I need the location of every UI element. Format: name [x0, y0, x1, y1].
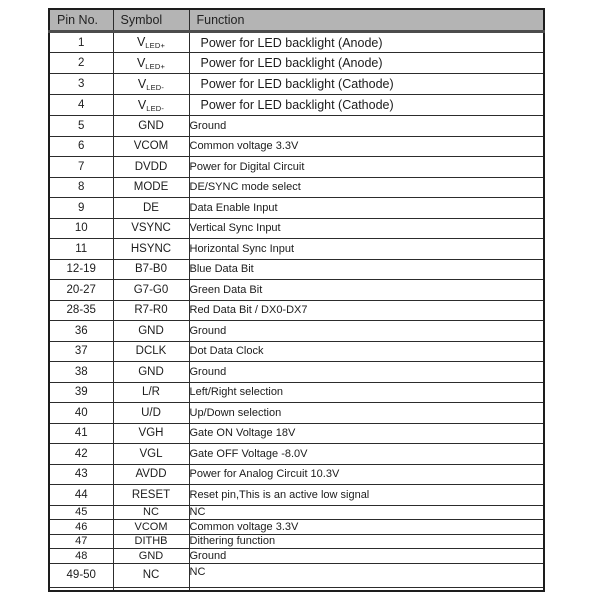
table-row: [49, 464, 544, 485]
table-header: [49, 9, 544, 32]
table-row: [49, 177, 544, 198]
table-row: [49, 444, 544, 465]
function-cell: NC: [189, 505, 544, 520]
pin-cell: 4: [49, 95, 113, 116]
table-row: [49, 485, 544, 506]
pin-cell: 36: [49, 321, 113, 342]
table-row: [49, 157, 544, 178]
table-row: [49, 505, 544, 520]
pin-cell: 8: [49, 177, 113, 198]
function-cell: Power for LED backlight (Cathode): [189, 74, 544, 95]
pin-cell: 1: [49, 32, 113, 53]
symbol-cell: NC: [113, 563, 189, 587]
table-row: [49, 534, 544, 549]
pin-description-table: [48, 8, 545, 592]
pin-description-table-container: [48, 8, 545, 592]
function-cell: Gate OFF Voltage -8.0V: [189, 444, 544, 465]
function-cell: Power for Analog Circuit 10.3V: [189, 464, 544, 485]
symbol-cell: VCOM: [113, 520, 189, 535]
function-cell: Ground: [189, 549, 544, 564]
pin-cell: 39: [49, 382, 113, 403]
table-row: [49, 362, 544, 383]
spacer-cell: [189, 587, 544, 591]
pin-cell: 43: [49, 464, 113, 485]
table-row: [49, 32, 544, 53]
table-row: [49, 259, 544, 280]
function-cell: Green Data Bit: [189, 280, 544, 301]
symbol-cell: U/D: [113, 403, 189, 424]
symbol-cell: B7-B0: [113, 259, 189, 280]
function-cell: Dithering function: [189, 534, 544, 549]
symbol-base: V: [136, 35, 146, 49]
function-cell: Horizontal Sync Input: [189, 239, 544, 260]
table-row: [49, 95, 544, 116]
symbol-cell: GND: [113, 116, 189, 137]
symbol-subscript: LED+: [145, 61, 166, 71]
table-row: [49, 382, 544, 403]
function-cell: Reset pin,This is an active low signal: [189, 485, 544, 506]
column-header-symbol: Symbol: [113, 9, 189, 32]
function-cell: Gate ON Voltage 18V: [189, 423, 544, 444]
table-row: [49, 280, 544, 301]
pin-cell: 45: [49, 505, 113, 520]
spacer-cell: [49, 587, 113, 591]
spacer-cell: [113, 587, 189, 591]
table-row: [49, 53, 544, 74]
function-cell: Power for LED backlight (Anode): [189, 53, 544, 74]
pin-cell: 5: [49, 116, 113, 137]
symbol-cell: GND: [113, 321, 189, 342]
symbol-cell: VCOM: [113, 136, 189, 157]
pin-cell: 48: [49, 549, 113, 564]
pin-cell: 47: [49, 534, 113, 549]
pin-cell: 20-27: [49, 280, 113, 301]
symbol-subscript: LED+: [145, 41, 166, 50]
table-row: [49, 423, 544, 444]
table-row: [49, 549, 544, 564]
pin-cell: 9: [49, 198, 113, 219]
symbol-cell: VGL: [113, 444, 189, 465]
table-row: [49, 321, 544, 342]
pin-cell: 38: [49, 362, 113, 383]
symbol-cell: [113, 74, 189, 95]
pin-cell: 40: [49, 403, 113, 424]
table-row: [49, 198, 544, 219]
column-header-pin-no: Pin No.: [49, 9, 113, 32]
symbol-base: V: [137, 76, 147, 91]
symbol-cell: R7-R0: [113, 300, 189, 321]
pin-cell: 6: [49, 136, 113, 157]
table-row: [49, 341, 544, 362]
symbol-cell: VGH: [113, 423, 189, 444]
header-row: [49, 9, 544, 32]
function-cell: Vertical Sync Input: [189, 218, 544, 239]
pin-cell: 10: [49, 218, 113, 239]
symbol-cell: AVDD: [113, 464, 189, 485]
function-cell: Dot Data Clock: [189, 341, 544, 362]
table-row: [49, 218, 544, 239]
table-body: [49, 32, 544, 592]
function-cell: Power for Digital Circuit: [189, 157, 544, 178]
pin-cell: 3: [49, 74, 113, 95]
pin-cell: 44: [49, 485, 113, 506]
table-row: [49, 136, 544, 157]
function-cell: Blue Data Bit: [189, 259, 544, 280]
symbol-cell: DVDD: [113, 157, 189, 178]
symbol-base: V: [136, 55, 146, 70]
pin-cell: 37: [49, 341, 113, 362]
pin-cell: 28-35: [49, 300, 113, 321]
symbol-cell: [113, 95, 189, 116]
pin-cell: 41: [49, 423, 113, 444]
symbol-cell: RESET: [113, 485, 189, 506]
symbol-cell: G7-G0: [113, 280, 189, 301]
symbol-cell: [113, 53, 189, 74]
function-cell: DE/SYNC mode select: [189, 177, 544, 198]
pin-cell: 11: [49, 239, 113, 260]
function-cell: Red Data Bit / DX0-DX7: [189, 300, 544, 321]
symbol-cell: HSYNC: [113, 239, 189, 260]
table-row: [49, 520, 544, 535]
pin-cell: 46: [49, 520, 113, 535]
pin-cell: 42: [49, 444, 113, 465]
table-row: [49, 300, 544, 321]
symbol-cell: GND: [113, 549, 189, 564]
function-cell: Common voltage 3.3V: [189, 136, 544, 157]
pin-cell: 49-50: [49, 563, 113, 587]
symbol-cell: MODE: [113, 177, 189, 198]
function-cell: Power for LED backlight (Cathode): [189, 95, 544, 116]
pin-cell: 7: [49, 157, 113, 178]
table-bottom-spacer-row: [49, 587, 544, 591]
column-header-function: Function: [189, 9, 544, 32]
function-cell: Common voltage 3.3V: [189, 520, 544, 535]
symbol-cell: VSYNC: [113, 218, 189, 239]
symbol-cell: DITHB: [113, 534, 189, 549]
pin-cell: 2: [49, 53, 113, 74]
table-row: [49, 239, 544, 260]
function-cell: NC: [189, 563, 544, 587]
function-cell: Data Enable Input: [189, 198, 544, 219]
symbol-subscript: LED-: [146, 82, 165, 92]
table-row: [49, 403, 544, 424]
function-cell: Power for LED backlight (Anode): [189, 32, 544, 53]
symbol-base: V: [137, 97, 147, 112]
symbol-cell: DE: [113, 198, 189, 219]
symbol-cell: GND: [113, 362, 189, 383]
function-cell: Ground: [189, 321, 544, 342]
function-cell: Up/Down selection: [189, 403, 544, 424]
symbol-cell: DCLK: [113, 341, 189, 362]
function-cell: Ground: [189, 116, 544, 137]
table-row: [49, 74, 544, 95]
symbol-cell: NC: [113, 505, 189, 520]
symbol-cell: [113, 32, 189, 53]
table-row: [49, 563, 544, 587]
function-cell: Left/Right selection: [189, 382, 544, 403]
symbol-subscript: LED-: [146, 103, 165, 113]
function-cell: Ground: [189, 362, 544, 383]
table-row: [49, 116, 544, 137]
pin-cell: 12-19: [49, 259, 113, 280]
symbol-cell: L/R: [113, 382, 189, 403]
